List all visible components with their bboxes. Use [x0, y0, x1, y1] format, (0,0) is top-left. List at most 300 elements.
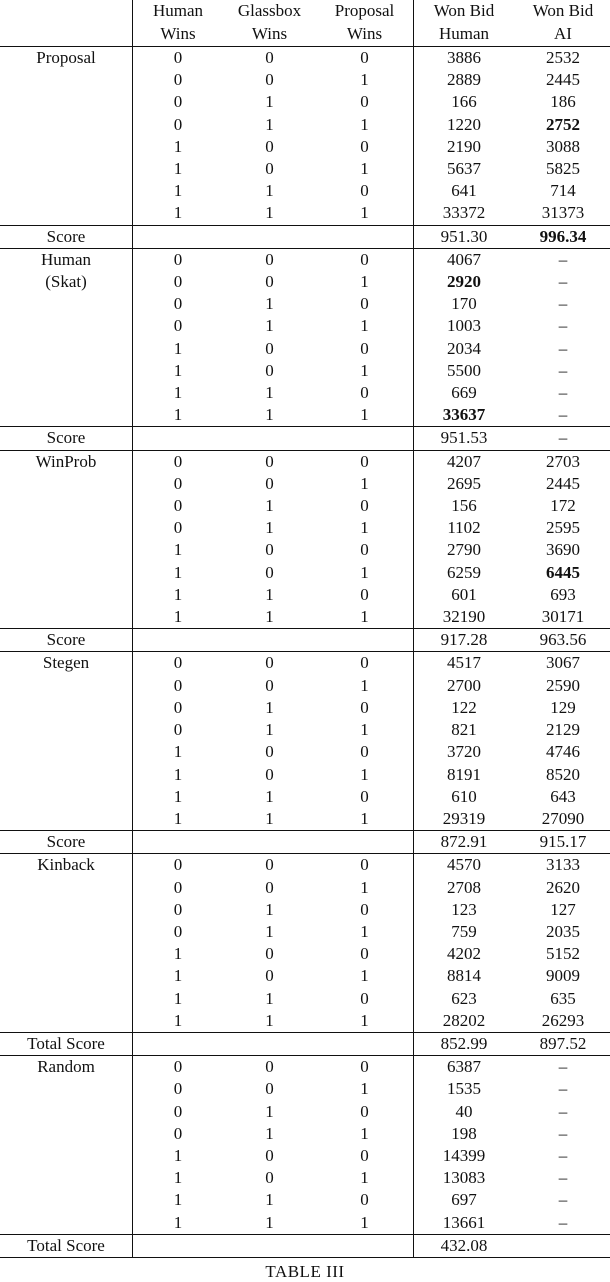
- table-cell: 0: [316, 47, 414, 70]
- empty-cell: [316, 427, 414, 450]
- table-row: [0, 473, 610, 495]
- score-label: Score: [0, 831, 133, 854]
- table-row: [0, 1078, 610, 1100]
- score-label: Score: [0, 629, 133, 652]
- table-cell: 9009: [546, 966, 580, 986]
- table-cell: 0: [316, 899, 414, 921]
- table-cell: 0: [265, 451, 274, 471]
- table-cell: 2590: [546, 675, 580, 695]
- table-cell: 166: [451, 92, 477, 112]
- table-cell: 0: [265, 1145, 274, 1165]
- table-cell: 4207: [447, 451, 481, 471]
- table-cell: –: [558, 1168, 568, 1188]
- table-cell: 1: [316, 271, 414, 293]
- score-row: [0, 629, 610, 652]
- table-row: [0, 69, 610, 91]
- header-glassbox-wins-2: Wins: [223, 23, 316, 47]
- score-value: 915.17: [514, 831, 610, 854]
- method-label: [0, 1189, 133, 1211]
- header-cell: [0, 23, 133, 47]
- table-cell: 0: [265, 966, 274, 986]
- table-cell: 1: [316, 315, 414, 337]
- table-cell: 26293: [541, 1010, 585, 1030]
- method-label: [0, 495, 133, 517]
- table-cell: –: [558, 338, 568, 358]
- table-cell: 1: [173, 764, 183, 784]
- table-cell: 0: [316, 180, 414, 202]
- table-cell: 0: [265, 764, 274, 784]
- empty-cell: [133, 629, 224, 652]
- table-cell: 1: [173, 1190, 183, 1210]
- score-value: 432.08: [414, 1234, 515, 1257]
- table-cell: 0: [173, 675, 183, 695]
- method-label: [0, 741, 133, 763]
- table-row: [0, 1123, 610, 1145]
- table-cell: 601: [451, 584, 477, 604]
- table-cell: 0: [316, 943, 414, 965]
- table-row: [0, 47, 610, 70]
- table-row: [0, 248, 610, 271]
- table-cell: 0: [173, 48, 183, 67]
- table-row: [0, 877, 610, 899]
- table-cell: 1: [265, 988, 274, 1008]
- table-cell: 1: [265, 203, 274, 223]
- table-cell: –: [558, 316, 568, 336]
- table-cell: 0: [265, 338, 274, 358]
- table-cell: 0: [316, 136, 414, 158]
- table-row: [0, 584, 610, 606]
- table-row: [0, 786, 610, 808]
- table-cell: 0: [316, 1056, 414, 1079]
- table-row: [0, 1167, 610, 1189]
- table-cell: 0: [173, 316, 183, 336]
- table-cell: 0: [173, 249, 183, 269]
- method-label: [0, 202, 133, 225]
- score-value: 852.99: [414, 1032, 515, 1055]
- method-label: [0, 1167, 133, 1189]
- table-cell: 156: [451, 496, 477, 516]
- table-cell: 1: [265, 1212, 274, 1232]
- table-row: [0, 271, 610, 293]
- table-cell: 641: [451, 181, 477, 201]
- score-row: [0, 1234, 610, 1257]
- score-value: –: [514, 427, 610, 450]
- method-label: [0, 1078, 133, 1100]
- method-label: [0, 158, 133, 180]
- table-row: [0, 315, 610, 337]
- score-row: [0, 225, 610, 248]
- method-label: [0, 136, 133, 158]
- table-cell: 2532: [546, 48, 580, 67]
- table-cell: 0: [173, 855, 183, 875]
- method-label: [0, 1212, 133, 1235]
- table-cell: 1: [316, 764, 414, 786]
- score-row: [0, 1032, 610, 1055]
- table-cell: 2703: [546, 451, 580, 471]
- table-cell: 1: [265, 114, 274, 134]
- table-cell: 1: [173, 742, 183, 762]
- table-cell: 1: [173, 966, 183, 986]
- table-cell: 0: [265, 540, 274, 560]
- table-cell: 0: [265, 1079, 274, 1099]
- table-caption: TABLE III: [265, 1261, 345, 1281]
- table-row: [0, 854, 610, 877]
- empty-cell: [223, 1032, 316, 1055]
- table-row: [0, 202, 610, 225]
- table-cell: 1: [316, 921, 414, 943]
- method-label: [0, 539, 133, 561]
- table-cell: 0: [173, 451, 183, 471]
- table-cell: 0: [265, 1057, 274, 1077]
- table-cell: 623: [451, 988, 477, 1008]
- method-label: [0, 114, 133, 136]
- table-cell: 0: [265, 944, 274, 964]
- table-cell: 1: [265, 294, 274, 314]
- method-label: [0, 1101, 133, 1123]
- table-cell: 0: [173, 518, 183, 538]
- table-cell: 2129: [546, 720, 580, 740]
- header-won-bid-ai-2: AI: [514, 23, 610, 47]
- method-label: (Skat): [0, 271, 133, 293]
- table-row: [0, 158, 610, 180]
- table-cell: 123: [451, 899, 477, 919]
- table-cell: 1: [316, 1010, 414, 1033]
- table-cell: 198: [451, 1123, 477, 1143]
- table-cell: 2708: [447, 877, 481, 897]
- table-cell: 1: [265, 584, 274, 604]
- table-cell: 0: [173, 921, 183, 941]
- table-cell: 1: [173, 1145, 183, 1165]
- table-cell: 1: [265, 496, 274, 516]
- empty-cell: [223, 831, 316, 854]
- header-row-1: [0, 0, 610, 23]
- table-row: [0, 360, 610, 382]
- method-label: Proposal: [0, 47, 133, 70]
- table-cell: 1: [173, 562, 183, 582]
- table-cell: 0: [316, 450, 414, 473]
- table-cell: 2190: [447, 136, 481, 156]
- header-won-bid-ai: Won Bid: [532, 1, 594, 20]
- table-cell: 697: [451, 1190, 477, 1210]
- table-cell: 5152: [546, 944, 580, 964]
- method-label: [0, 719, 133, 741]
- method-label: [0, 899, 133, 921]
- table-cell: 0: [316, 248, 414, 271]
- method-label: [0, 988, 133, 1010]
- table-cell: 3133: [546, 855, 580, 875]
- table-cell: 0: [265, 562, 274, 582]
- table-cell: 32190: [442, 607, 486, 627]
- table-row: [0, 293, 610, 315]
- table-cell: 0: [316, 741, 414, 763]
- table-cell: 1: [173, 607, 183, 627]
- table-cell: 1: [316, 114, 414, 136]
- score-row: [0, 427, 610, 450]
- method-label: [0, 382, 133, 404]
- table-cell: 2445: [546, 473, 580, 493]
- table-cell: 1: [173, 584, 183, 604]
- table-cell: 6259: [447, 562, 481, 582]
- table-row: [0, 741, 610, 763]
- table-cell: –: [558, 1145, 568, 1165]
- table-cell: 0: [173, 877, 183, 897]
- table-cell: 0: [265, 742, 274, 762]
- table-cell: 1: [173, 988, 183, 1008]
- method-label: [0, 764, 133, 786]
- header-proposal-wins: Proposal: [316, 0, 414, 23]
- method-label: [0, 675, 133, 697]
- table-cell: 1: [173, 786, 183, 806]
- table-cell: 2620: [546, 877, 580, 897]
- method-label: [0, 943, 133, 965]
- table-cell: 186: [550, 92, 576, 112]
- table-cell: 0: [173, 473, 183, 493]
- empty-cell: [133, 427, 224, 450]
- table-cell: 1: [316, 360, 414, 382]
- table-cell: 3067: [546, 653, 580, 673]
- table-row: [0, 1101, 610, 1123]
- table-cell: 0: [265, 877, 274, 897]
- table-cell: 0: [173, 1101, 183, 1121]
- table-cell: 122: [451, 697, 477, 717]
- score-value: 996.34: [514, 225, 610, 248]
- table-cell: 3720: [447, 742, 481, 762]
- table-cell: 1: [265, 1123, 274, 1143]
- method-label: [0, 69, 133, 91]
- table-row: [0, 808, 610, 831]
- header-row-2: [0, 23, 610, 47]
- table-cell: 1: [265, 720, 274, 740]
- table-cell: 1: [316, 808, 414, 831]
- table-cell: 1: [173, 1168, 183, 1188]
- table-cell: 0: [173, 272, 183, 292]
- method-label: [0, 473, 133, 495]
- table-cell: 5500: [447, 360, 481, 380]
- table-cell: 1: [173, 338, 183, 358]
- table-cell: 4202: [447, 944, 481, 964]
- method-label: [0, 293, 133, 315]
- table-row: [0, 495, 610, 517]
- method-label: WinProb: [0, 450, 133, 473]
- table-cell: 1003: [447, 316, 481, 336]
- table-cell: 0: [265, 272, 274, 292]
- method-label: [0, 965, 133, 987]
- empty-cell: [223, 629, 316, 652]
- method-label: [0, 360, 133, 382]
- table-cell: 1535: [447, 1079, 481, 1099]
- table-row: [0, 450, 610, 473]
- method-label: [0, 1010, 133, 1033]
- empty-cell: [316, 1032, 414, 1055]
- table-cell: 0: [316, 338, 414, 360]
- score-value: 963.56: [514, 629, 610, 652]
- table-cell: 170: [451, 294, 477, 314]
- table-cell: 0: [173, 653, 183, 673]
- table-cell: 14399: [442, 1145, 486, 1165]
- table-cell: 0: [173, 496, 183, 516]
- table-cell: 33637: [442, 405, 486, 425]
- table-cell: 1: [265, 383, 274, 403]
- table-cell: 2695: [447, 473, 481, 493]
- table-cell: 1: [316, 719, 414, 741]
- table-cell: 821: [451, 720, 477, 740]
- table-cell: 1: [316, 877, 414, 899]
- table-row: [0, 921, 610, 943]
- table-cell: 0: [316, 91, 414, 113]
- empty-cell: [223, 1234, 316, 1257]
- table-cell: –: [558, 272, 568, 292]
- table-row: [0, 562, 610, 584]
- table-cell: 1220: [447, 114, 481, 134]
- method-label: [0, 338, 133, 360]
- table-row: [0, 114, 610, 136]
- table-cell: 0: [265, 653, 274, 673]
- method-label: [0, 584, 133, 606]
- table-cell: –: [558, 1190, 568, 1210]
- table-row: [0, 697, 610, 719]
- table-cell: 0: [173, 70, 183, 90]
- table-cell: 2595: [546, 518, 580, 538]
- table-cell: 1: [265, 607, 274, 627]
- table-cell: 13083: [442, 1168, 486, 1188]
- method-label: [0, 877, 133, 899]
- table-cell: 30171: [541, 607, 585, 627]
- table-cell: 1: [265, 405, 274, 425]
- table-row: [0, 180, 610, 202]
- table-cell: –: [558, 405, 568, 425]
- table-cell: 1102: [447, 518, 481, 538]
- table-cell: 2034: [447, 338, 481, 358]
- table-cell: 1: [173, 360, 183, 380]
- table-cell: 4517: [447, 653, 481, 673]
- score-label: Total Score: [0, 1032, 133, 1055]
- table-cell: 4570: [447, 855, 481, 875]
- table-cell: 0: [316, 293, 414, 315]
- table-cell: 33372: [442, 203, 486, 223]
- table-cell: 0: [173, 1079, 183, 1099]
- table-cell: 3088: [546, 136, 580, 156]
- table-cell: 5825: [546, 159, 580, 179]
- table-cell: –: [558, 249, 568, 269]
- table-cell: 1: [316, 562, 414, 584]
- table-cell: 0: [173, 697, 183, 717]
- table-cell: 0: [316, 495, 414, 517]
- table-cell: 643: [550, 786, 576, 806]
- table-cell: 0: [173, 1057, 183, 1077]
- table-cell: 172: [550, 496, 576, 516]
- table-cell: 1: [265, 316, 274, 336]
- table-cell: 1: [173, 203, 183, 223]
- table-row: [0, 1056, 610, 1079]
- table-cell: 0: [316, 697, 414, 719]
- empty-cell: [133, 1032, 224, 1055]
- table-cell: 1: [316, 1078, 414, 1100]
- table-row: [0, 652, 610, 675]
- table-cell: 1: [316, 473, 414, 495]
- table-cell: 1: [173, 181, 183, 201]
- table-cell: 1: [316, 202, 414, 225]
- method-label: [0, 562, 133, 584]
- score-value: 917.28: [414, 629, 515, 652]
- table-cell: 669: [451, 383, 477, 403]
- table-cell: 0: [265, 1168, 274, 1188]
- score-label: Total Score: [0, 1234, 133, 1257]
- table-cell: 1: [316, 606, 414, 629]
- table-cell: 1: [173, 1212, 183, 1232]
- table-cell: 0: [173, 899, 183, 919]
- table-cell: 127: [550, 899, 576, 919]
- table-cell: 0: [265, 855, 274, 875]
- table-cell: 0: [316, 1101, 414, 1123]
- table-cell: 1: [316, 1167, 414, 1189]
- method-label: [0, 517, 133, 539]
- table-cell: 1: [173, 159, 183, 179]
- table-cell: 0: [265, 136, 274, 156]
- table-cell: –: [558, 294, 568, 314]
- method-label: [0, 606, 133, 629]
- table-cell: 2445: [546, 70, 580, 90]
- table-cell: 1: [173, 383, 183, 403]
- method-label: [0, 921, 133, 943]
- table-cell: 1: [316, 517, 414, 539]
- method-label: [0, 786, 133, 808]
- table-cell: 0: [316, 652, 414, 675]
- table-row: [0, 404, 610, 427]
- table-cell: –: [558, 1123, 568, 1143]
- score-row: [0, 831, 610, 854]
- table-cell: 1: [265, 1010, 274, 1030]
- table-cell: 1: [265, 921, 274, 941]
- table-cell: 1: [265, 808, 274, 828]
- table-cell: 0: [316, 786, 414, 808]
- header-won-bid-human: Won Bid: [433, 1, 495, 20]
- score-value: 897.52: [514, 1032, 610, 1055]
- table-cell: 0: [173, 1123, 183, 1143]
- method-label: Human: [0, 248, 133, 271]
- header-human-wins: Human: [152, 1, 204, 20]
- table-cell: 1: [173, 405, 183, 425]
- table-cell: 0: [316, 854, 414, 877]
- method-label: [0, 180, 133, 202]
- table-cell: 0: [265, 70, 274, 90]
- table-cell: 1: [173, 136, 183, 156]
- table-cell: 13661: [442, 1212, 486, 1232]
- table-row: [0, 719, 610, 741]
- table-cell: 6445: [546, 562, 580, 582]
- table-cell: 8814: [447, 966, 481, 986]
- table-cell: –: [558, 1212, 568, 1232]
- table-row: [0, 91, 610, 113]
- table-cell: –: [558, 360, 568, 380]
- empty-cell: [133, 831, 224, 854]
- table-cell: 1: [173, 944, 183, 964]
- table-row: [0, 517, 610, 539]
- table-cell: 0: [316, 1145, 414, 1167]
- table-cell: 0: [173, 114, 183, 134]
- table-cell: 1: [265, 181, 274, 201]
- empty-cell: [316, 1234, 414, 1257]
- table-cell: 0: [316, 584, 414, 606]
- empty-cell: [133, 225, 224, 248]
- method-label: [0, 808, 133, 831]
- score-value: 951.53: [414, 427, 515, 450]
- method-label: Random: [0, 1056, 133, 1079]
- table-cell: 0: [173, 720, 183, 740]
- table-row: [0, 764, 610, 786]
- table-cell: 0: [316, 382, 414, 404]
- table-cell: 1: [173, 808, 183, 828]
- table-cell: 1: [265, 92, 274, 112]
